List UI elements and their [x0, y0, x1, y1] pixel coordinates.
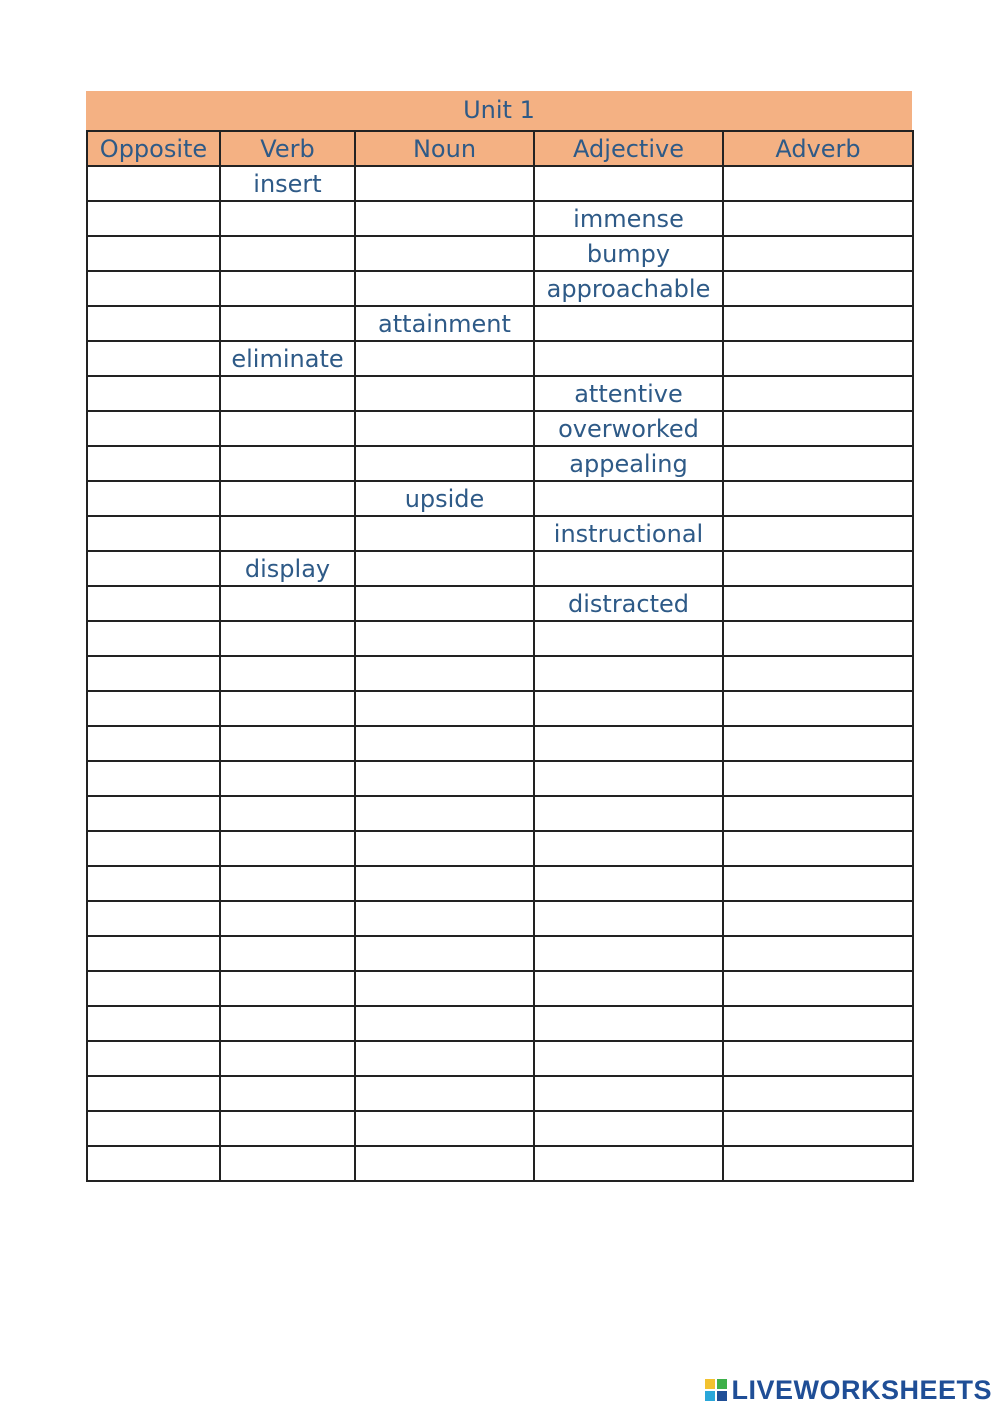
cell-adverb[interactable] [723, 1041, 913, 1076]
word-forms-table [86, 130, 914, 1182]
cell-opposite[interactable] [87, 166, 220, 201]
cell-noun[interactable] [355, 516, 534, 551]
worksheet [86, 91, 912, 1182]
cell-opposite[interactable] [87, 551, 220, 586]
cell-adjective: attentive [534, 376, 723, 411]
cell-verb[interactable] [220, 621, 355, 656]
cell-adverb[interactable] [723, 446, 913, 481]
table-row [87, 796, 913, 831]
table-row [87, 236, 913, 271]
cell-opposite[interactable] [87, 446, 220, 481]
cell-opposite[interactable] [87, 1111, 220, 1146]
cell-adverb[interactable] [723, 691, 913, 726]
cell-adverb[interactable] [723, 236, 913, 271]
table-row [87, 306, 913, 341]
cell-adjective: instructional [534, 516, 723, 551]
cell-adverb[interactable] [723, 341, 913, 376]
cell-adjective[interactable] [534, 1111, 723, 1146]
cell-adverb[interactable] [723, 1006, 913, 1041]
cell-noun[interactable] [355, 376, 534, 411]
table-row [87, 971, 913, 1006]
cell-adverb[interactable] [723, 1146, 913, 1181]
cell-verb[interactable] [220, 691, 355, 726]
cell-verb[interactable] [220, 481, 355, 516]
cell-opposite[interactable] [87, 411, 220, 446]
column-header-adverb: Adverb [723, 131, 913, 166]
cell-adjective[interactable] [534, 971, 723, 1006]
cell-noun[interactable] [355, 341, 534, 376]
column-header-opposite: Opposite [87, 131, 220, 166]
worksheet-title: Unit 1 [86, 91, 912, 130]
cell-verb[interactable] [220, 306, 355, 341]
table-row [87, 726, 913, 761]
column-header-adjective: Adjective [534, 131, 723, 166]
cell-opposite[interactable] [87, 1146, 220, 1181]
cell-noun[interactable] [355, 656, 534, 691]
cell-opposite[interactable] [87, 901, 220, 936]
cell-verb[interactable] [220, 236, 355, 271]
cell-adjective[interactable] [534, 796, 723, 831]
cell-adverb[interactable] [723, 271, 913, 306]
cell-adverb[interactable] [723, 201, 913, 236]
cell-adjective[interactable] [534, 691, 723, 726]
cell-noun[interactable] [355, 796, 534, 831]
cell-adjective: overworked [534, 411, 723, 446]
cell-adverb[interactable] [723, 1111, 913, 1146]
cell-noun[interactable] [355, 691, 534, 726]
cell-verb[interactable] [220, 1076, 355, 1111]
table-row [87, 271, 913, 306]
table-body [87, 166, 913, 1181]
cell-adjective[interactable] [534, 936, 723, 971]
cell-opposite[interactable] [87, 236, 220, 271]
cell-verb[interactable] [220, 411, 355, 446]
table-row [87, 411, 913, 446]
logo-text: LIVEWORKSHEETS [731, 1374, 992, 1405]
cell-adverb[interactable] [723, 411, 913, 446]
cell-verb[interactable] [220, 516, 355, 551]
cell-opposite[interactable] [87, 271, 220, 306]
cell-adverb[interactable] [723, 726, 913, 761]
cell-noun[interactable] [355, 236, 534, 271]
cell-adjective[interactable] [534, 1041, 723, 1076]
liveworksheets-logo-icon [705, 1379, 727, 1401]
cell-adjective[interactable] [534, 656, 723, 691]
cell-opposite[interactable] [87, 341, 220, 376]
cell-adjective: distracted [534, 586, 723, 621]
cell-noun[interactable] [355, 411, 534, 446]
cell-noun[interactable] [355, 1006, 534, 1041]
table-row [87, 656, 913, 691]
cell-verb[interactable] [220, 656, 355, 691]
cell-adjective: appealing [534, 446, 723, 481]
table-row [87, 481, 913, 516]
table-row [87, 1041, 913, 1076]
cell-noun[interactable] [355, 166, 534, 201]
table-row [87, 1076, 913, 1111]
cell-noun[interactable] [355, 1146, 534, 1181]
cell-adverb[interactable] [723, 656, 913, 691]
cell-adjective: bumpy [534, 236, 723, 271]
cell-verb[interactable] [220, 446, 355, 481]
cell-noun[interactable] [355, 936, 534, 971]
cell-adjective[interactable] [534, 341, 723, 376]
cell-adverb[interactable] [723, 761, 913, 796]
cell-adverb[interactable] [723, 901, 913, 936]
table-row [87, 621, 913, 656]
table-row [87, 831, 913, 866]
cell-adverb[interactable] [723, 1076, 913, 1111]
table-row [87, 761, 913, 796]
cell-noun[interactable] [355, 831, 534, 866]
cell-verb[interactable] [220, 761, 355, 796]
table-row [87, 901, 913, 936]
cell-verb[interactable] [220, 201, 355, 236]
cell-verb[interactable] [220, 271, 355, 306]
table-row [87, 1146, 913, 1181]
table-row [87, 1111, 913, 1146]
cell-noun: upside [355, 481, 534, 516]
cell-verb[interactable] [220, 1041, 355, 1076]
cell-adjective[interactable] [534, 481, 723, 516]
cell-noun[interactable] [355, 1076, 534, 1111]
table-row [87, 166, 913, 201]
cell-verb[interactable] [220, 796, 355, 831]
cell-adjective[interactable] [534, 1006, 723, 1041]
cell-opposite[interactable] [87, 936, 220, 971]
cell-verb[interactable] [220, 1111, 355, 1146]
cell-opposite[interactable] [87, 971, 220, 1006]
cell-adjective[interactable] [534, 761, 723, 796]
cell-adverb[interactable] [723, 866, 913, 901]
cell-adverb[interactable] [723, 551, 913, 586]
cell-verb[interactable] [220, 866, 355, 901]
cell-adverb[interactable] [723, 831, 913, 866]
cell-opposite[interactable] [87, 831, 220, 866]
table-row [87, 446, 913, 481]
cell-opposite[interactable] [87, 691, 220, 726]
cell-noun[interactable] [355, 866, 534, 901]
cell-adjective[interactable] [534, 866, 723, 901]
cell-adjective: approachable [534, 271, 723, 306]
column-header-verb: Verb [220, 131, 355, 166]
cell-opposite[interactable] [87, 586, 220, 621]
cell-noun[interactable] [355, 621, 534, 656]
cell-opposite[interactable] [87, 761, 220, 796]
cell-noun[interactable] [355, 726, 534, 761]
cell-adjective[interactable] [534, 1076, 723, 1111]
cell-verb: eliminate [220, 341, 355, 376]
cell-noun[interactable] [355, 551, 534, 586]
cell-opposite[interactable] [87, 1076, 220, 1111]
cell-opposite[interactable] [87, 621, 220, 656]
cell-adjective[interactable] [534, 901, 723, 936]
cell-verb[interactable] [220, 1006, 355, 1041]
cell-adjective[interactable] [534, 551, 723, 586]
cell-adverb[interactable] [723, 971, 913, 1006]
cell-opposite[interactable] [87, 796, 220, 831]
cell-opposite[interactable] [87, 481, 220, 516]
cell-noun: attainment [355, 306, 534, 341]
cell-opposite[interactable] [87, 201, 220, 236]
liveworksheets-logo [705, 1375, 992, 1405]
cell-noun[interactable] [355, 586, 534, 621]
cell-noun[interactable] [355, 271, 534, 306]
table-row [87, 1006, 913, 1041]
table-row [87, 551, 913, 586]
cell-adjective[interactable] [534, 1146, 723, 1181]
cell-adjective[interactable] [534, 726, 723, 761]
table-row [87, 516, 913, 551]
cell-opposite[interactable] [87, 1006, 220, 1041]
cell-adverb[interactable] [723, 376, 913, 411]
cell-opposite[interactable] [87, 656, 220, 691]
cell-verb: display [220, 551, 355, 586]
cell-verb[interactable] [220, 936, 355, 971]
table-row [87, 341, 913, 376]
table-header-row [87, 131, 913, 166]
cell-opposite[interactable] [87, 376, 220, 411]
table-row [87, 201, 913, 236]
cell-adverb[interactable] [723, 796, 913, 831]
cell-verb[interactable] [220, 901, 355, 936]
cell-noun[interactable] [355, 201, 534, 236]
cell-adverb[interactable] [723, 306, 913, 341]
cell-adjective: immense [534, 201, 723, 236]
table-row [87, 376, 913, 411]
table-row [87, 936, 913, 971]
cell-noun[interactable] [355, 1041, 534, 1076]
cell-verb[interactable] [220, 971, 355, 1006]
cell-adverb[interactable] [723, 481, 913, 516]
cell-noun[interactable] [355, 971, 534, 1006]
cell-opposite[interactable] [87, 516, 220, 551]
cell-adjective[interactable] [534, 306, 723, 341]
cell-adjective[interactable] [534, 831, 723, 866]
cell-noun[interactable] [355, 901, 534, 936]
cell-adverb[interactable] [723, 936, 913, 971]
table-row [87, 866, 913, 901]
cell-noun[interactable] [355, 761, 534, 796]
cell-verb[interactable] [220, 586, 355, 621]
cell-opposite[interactable] [87, 1041, 220, 1076]
cell-opposite[interactable] [87, 866, 220, 901]
table-row [87, 691, 913, 726]
cell-adverb[interactable] [723, 621, 913, 656]
cell-adverb[interactable] [723, 166, 913, 201]
cell-verb: insert [220, 166, 355, 201]
cell-adverb[interactable] [723, 516, 913, 551]
column-header-noun: Noun [355, 131, 534, 166]
cell-adjective[interactable] [534, 621, 723, 656]
cell-opposite[interactable] [87, 306, 220, 341]
cell-opposite[interactable] [87, 726, 220, 761]
table-row [87, 586, 913, 621]
cell-noun[interactable] [355, 446, 534, 481]
cell-verb[interactable] [220, 376, 355, 411]
cell-verb[interactable] [220, 1146, 355, 1181]
cell-adjective[interactable] [534, 166, 723, 201]
cell-adverb[interactable] [723, 586, 913, 621]
cell-verb[interactable] [220, 831, 355, 866]
cell-noun[interactable] [355, 1111, 534, 1146]
cell-verb[interactable] [220, 726, 355, 761]
